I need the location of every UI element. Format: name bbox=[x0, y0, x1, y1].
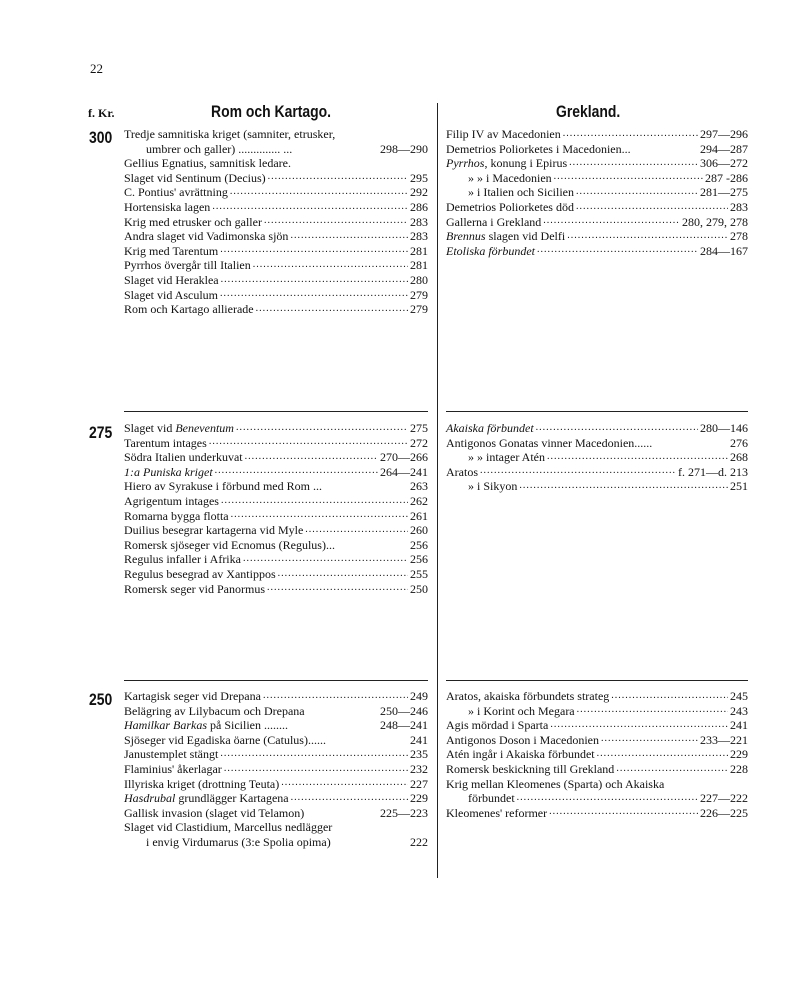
entry-text: Duilius besegrar kartagerna vid Myle bbox=[124, 523, 304, 538]
leader-dots bbox=[601, 733, 698, 748]
timeline-entry bbox=[124, 185, 428, 200]
timeline-entry bbox=[446, 200, 748, 215]
leader-dots bbox=[209, 436, 408, 451]
entry-text: Krig mellan Kleomenes (Sparta) och Akaiska bbox=[446, 776, 665, 791]
entry-year: 264—241 bbox=[380, 464, 428, 479]
leader-dots bbox=[324, 479, 408, 494]
leader-dots bbox=[290, 718, 378, 733]
entry-text: Kleomenes' reformer bbox=[446, 805, 548, 820]
entry-text: Tredje samnitiska kriget (samniter, etrusker, bbox=[124, 127, 336, 141]
timeline-entry bbox=[124, 567, 428, 582]
timeline-entry bbox=[446, 704, 748, 719]
entry-year: 276 bbox=[730, 435, 748, 450]
year-marker-275: 275 bbox=[89, 423, 113, 442]
entry-text: Hiero av Syrakuse i förbund med Rom ... bbox=[124, 479, 322, 494]
timeline-entry bbox=[446, 450, 748, 465]
timeline-entry bbox=[124, 733, 428, 748]
entry-text: förbundet bbox=[468, 791, 515, 806]
entry-year: 245 bbox=[730, 689, 748, 703]
leader-dots bbox=[264, 215, 408, 230]
entry-text: » i Korint och Megara bbox=[468, 703, 575, 718]
leader-dots bbox=[221, 494, 408, 509]
leader-dots bbox=[334, 820, 426, 835]
leader-dots bbox=[215, 465, 378, 480]
timeline-entry bbox=[124, 273, 428, 288]
entry-year: 233—221 bbox=[700, 732, 748, 747]
entry-year: 297—296 bbox=[700, 127, 748, 141]
entry-year: 251 bbox=[730, 479, 748, 494]
leader-dots bbox=[480, 465, 676, 480]
timeline-entry bbox=[446, 185, 748, 200]
entry-text: Södra Italien underkuvat bbox=[124, 450, 243, 465]
timeline-entry bbox=[124, 835, 428, 850]
timeline-entry bbox=[124, 820, 428, 835]
entry-year: 275 bbox=[410, 421, 428, 435]
entry-year: 241 bbox=[730, 718, 748, 733]
leader-dots bbox=[220, 747, 408, 762]
timeline-entry bbox=[124, 806, 428, 821]
entry-year: 268 bbox=[730, 450, 748, 465]
entry-text: Illyriska kriget (drottning Teuta) bbox=[124, 776, 280, 791]
entry-text: Slaget vid Heraklea bbox=[124, 272, 219, 287]
section-300-left bbox=[124, 127, 428, 317]
timeline-entry bbox=[124, 582, 428, 597]
leader-dots bbox=[293, 156, 426, 171]
leader-dots bbox=[563, 127, 698, 142]
entry-text: Romarna bygga flotta bbox=[124, 508, 229, 523]
page-number: 22 bbox=[90, 61, 103, 76]
leader-dots bbox=[294, 142, 378, 157]
entry-text: Pyrrhos, konung i Epirus bbox=[446, 156, 568, 171]
entry-text: » » i Macedonien bbox=[468, 170, 552, 185]
timeline-entry bbox=[124, 142, 428, 157]
leader-dots bbox=[291, 791, 408, 806]
leader-dots bbox=[305, 523, 408, 538]
section-250-right bbox=[446, 689, 748, 820]
leader-dots bbox=[267, 582, 408, 597]
timeline-entry bbox=[124, 450, 428, 465]
section-divider-right-275 bbox=[446, 411, 748, 412]
leader-dots bbox=[221, 273, 408, 288]
entry-text: Sjöseger vid Egadiska öarne (Catulus)...... bbox=[124, 732, 326, 747]
year-marker-300: 300 bbox=[89, 128, 113, 147]
leader-dots bbox=[550, 718, 728, 733]
leader-dots bbox=[278, 567, 408, 582]
leader-dots bbox=[212, 200, 408, 215]
timeline-entry bbox=[124, 215, 428, 230]
entry-text: Regulus infaller i Afrika bbox=[124, 552, 241, 567]
section-divider-left-275 bbox=[124, 411, 428, 412]
entry-year: 280 bbox=[410, 272, 428, 287]
entry-year: 260 bbox=[410, 523, 428, 538]
timeline-entry bbox=[446, 142, 748, 157]
entry-year: 272 bbox=[410, 435, 428, 450]
entry-text: Demetrios Poliorketes död bbox=[446, 199, 574, 214]
entry-year: 283 bbox=[410, 229, 428, 244]
leader-dots bbox=[547, 450, 728, 465]
entry-text: » » intager Atén bbox=[468, 450, 545, 465]
entry-text: Atén ingår i Akaiska förbundet bbox=[446, 747, 595, 762]
timeline-entry bbox=[124, 465, 428, 480]
entry-text: Gellius Egnatius, samnitisk ledare. bbox=[124, 156, 291, 171]
entry-year: 256 bbox=[410, 537, 428, 552]
entry-year: 261 bbox=[410, 508, 428, 523]
entry-text: Aratos bbox=[446, 464, 478, 479]
leader-dots bbox=[554, 171, 703, 186]
timeline-entry bbox=[446, 465, 748, 480]
entry-year: 232 bbox=[410, 761, 428, 776]
timeline-entry bbox=[446, 747, 748, 762]
entry-text: Kartagisk seger vid Drepana bbox=[124, 689, 261, 703]
entry-text: Demetrios Poliorketes i Macedonien... bbox=[446, 141, 631, 156]
entry-year: 280, 279, 278 bbox=[682, 214, 748, 229]
timeline-entry bbox=[124, 258, 428, 273]
leader-dots bbox=[537, 244, 698, 259]
timeline-entry bbox=[446, 156, 748, 171]
leader-dots bbox=[666, 777, 746, 792]
entry-text: Krig med Tarentum bbox=[124, 243, 219, 258]
timeline-entry bbox=[124, 523, 428, 538]
leader-dots bbox=[220, 288, 408, 303]
entry-year: 228 bbox=[730, 761, 748, 776]
entry-text: Agis mördad i Sparta bbox=[446, 718, 549, 733]
heading-rom-och-kartago: Rom och Kartago. bbox=[211, 102, 332, 121]
entry-year: 226—225 bbox=[700, 805, 748, 820]
timeline-entry bbox=[446, 421, 748, 436]
timeline-entry bbox=[446, 806, 748, 821]
entry-text: Andra slaget vid Vadimonska sjön bbox=[124, 229, 289, 244]
leader-dots bbox=[517, 791, 698, 806]
timeline-entry bbox=[446, 127, 748, 142]
entry-text: Antigonos Doson i Macedonien bbox=[446, 732, 599, 747]
section-divider-right-250 bbox=[446, 680, 748, 681]
entry-text: Etoliska förbundet bbox=[446, 243, 535, 258]
entry-text: umbrer och galler) .............. ... bbox=[146, 141, 293, 156]
entry-year: 262 bbox=[410, 493, 428, 508]
timeline-entry bbox=[124, 229, 428, 244]
entry-year: 284—167 bbox=[700, 243, 748, 258]
entry-year: 294—287 bbox=[700, 141, 748, 156]
entry-text: Romersk seger vid Panormus bbox=[124, 581, 265, 596]
entry-text: Hasdrubal grundlägger Kartagena bbox=[124, 791, 289, 806]
entry-text: Belägring av Lilybacum och Drepana bbox=[124, 703, 305, 718]
entry-text: Krig med etrusker och galler bbox=[124, 214, 262, 229]
leader-dots bbox=[543, 215, 680, 230]
leader-dots bbox=[256, 302, 408, 317]
timeline-entry bbox=[446, 777, 748, 792]
timeline-entry bbox=[124, 762, 428, 777]
timeline-entry bbox=[124, 704, 428, 719]
entry-text: Akaiska förbundet bbox=[446, 421, 534, 435]
entry-text: Hamilkar Barkas på Sicilien ........ bbox=[124, 718, 288, 733]
leader-dots bbox=[337, 127, 426, 142]
entry-text: Gallisk invasion (slaget vid Telamon) bbox=[124, 805, 305, 820]
leader-dots bbox=[654, 436, 728, 451]
timeline-entry bbox=[446, 479, 748, 494]
section-300-right bbox=[446, 127, 748, 258]
entry-year: 281—275 bbox=[700, 185, 748, 200]
timeline-entry bbox=[446, 244, 748, 259]
entry-text: i envig Virdumarus (3:e Spolia opima) bbox=[146, 834, 331, 849]
entry-year: 279 bbox=[410, 287, 428, 302]
leader-dots bbox=[576, 200, 728, 215]
timeline-entry bbox=[124, 494, 428, 509]
timeline-entry bbox=[124, 127, 428, 142]
timeline-entry bbox=[124, 156, 428, 171]
entry-year: 250 bbox=[410, 581, 428, 596]
entry-text: » i Sikyon bbox=[468, 479, 518, 494]
timeline-entry bbox=[124, 479, 428, 494]
timeline-entry bbox=[124, 509, 428, 524]
entry-year: 227—222 bbox=[700, 791, 748, 806]
timeline-entry bbox=[124, 302, 428, 317]
timeline-entry bbox=[124, 171, 428, 186]
leader-dots bbox=[243, 552, 408, 567]
entry-year: 229 bbox=[410, 791, 428, 806]
section-250-left bbox=[124, 689, 428, 850]
timeline-entry bbox=[124, 200, 428, 215]
section-275-right bbox=[446, 421, 748, 494]
leader-dots bbox=[231, 509, 408, 524]
timeline-entry bbox=[124, 791, 428, 806]
timeline-entry bbox=[124, 421, 428, 436]
timeline-entry bbox=[124, 538, 428, 553]
timeline-entry bbox=[446, 791, 748, 806]
entry-year: 281 bbox=[410, 243, 428, 258]
leader-dots bbox=[577, 704, 728, 719]
leader-dots bbox=[306, 806, 378, 821]
entry-year: 222 bbox=[410, 834, 428, 849]
entry-year: 278 bbox=[730, 229, 748, 244]
column-divider bbox=[437, 103, 438, 878]
leader-dots bbox=[220, 244, 408, 259]
entry-year: 283 bbox=[730, 199, 748, 214]
timeline-entry bbox=[446, 436, 748, 451]
entry-text: Romersk beskickning till Grekland bbox=[446, 761, 615, 776]
timeline-entry bbox=[124, 552, 428, 567]
entry-year: 279 bbox=[410, 302, 428, 317]
entry-year: 292 bbox=[410, 185, 428, 200]
leader-dots bbox=[576, 185, 698, 200]
timeline-entry bbox=[446, 229, 748, 244]
entry-year: 283 bbox=[410, 214, 428, 229]
entry-year: 255 bbox=[410, 566, 428, 581]
timeline-entry bbox=[446, 762, 748, 777]
year-column-label: f. Kr. bbox=[88, 106, 115, 120]
section-275-left bbox=[124, 421, 428, 596]
entry-text: Slaget vid Sentinum (Decius) bbox=[124, 170, 266, 185]
timeline-entry bbox=[124, 718, 428, 733]
entry-year: 229 bbox=[730, 747, 748, 762]
leader-dots bbox=[567, 229, 728, 244]
entry-year: 287 -286 bbox=[705, 170, 748, 185]
leader-dots bbox=[281, 777, 408, 792]
entry-text: Slaget vid Clastidium, Marcellus nedlägger bbox=[124, 820, 333, 835]
entry-year: 241 bbox=[410, 732, 428, 747]
leader-dots bbox=[519, 479, 728, 494]
timeline-entry bbox=[124, 689, 428, 704]
entry-text: » i Italien och Sicilien bbox=[468, 185, 574, 200]
entry-year: 235 bbox=[410, 747, 428, 762]
leader-dots bbox=[616, 762, 728, 777]
leader-dots bbox=[268, 171, 408, 186]
entry-text: Brennus slagen vid Delfi bbox=[446, 229, 566, 244]
leader-dots bbox=[597, 747, 728, 762]
timeline-entry bbox=[446, 171, 748, 186]
leader-dots bbox=[569, 156, 698, 171]
entry-year: 248—241 bbox=[380, 718, 428, 733]
leader-dots bbox=[224, 762, 408, 777]
leader-dots bbox=[536, 421, 698, 436]
entry-text: Slaget vid Beneventum bbox=[124, 421, 234, 435]
entry-text: Romersk sjöseger vid Ecnomus (Regulus)... bbox=[124, 537, 335, 552]
section-divider-left-250 bbox=[124, 680, 428, 681]
entry-text: Gallerna i Grekland bbox=[446, 214, 542, 229]
entry-year: f. 271—d. 213 bbox=[678, 464, 748, 479]
timeline-entry bbox=[124, 436, 428, 451]
entry-year: 298—290 bbox=[380, 141, 428, 156]
timeline-entry bbox=[446, 215, 748, 230]
timeline-entry bbox=[124, 777, 428, 792]
leader-dots bbox=[307, 704, 378, 719]
entry-year: 270—266 bbox=[380, 450, 428, 465]
leader-dots bbox=[337, 538, 408, 553]
entry-year: 250—246 bbox=[380, 703, 428, 718]
entry-text: Aratos, akaiska förbundets strateg bbox=[446, 689, 610, 703]
entry-year: 286 bbox=[410, 199, 428, 214]
entry-text: Slaget vid Asculum bbox=[124, 287, 218, 302]
leader-dots bbox=[263, 689, 408, 704]
leader-dots bbox=[253, 258, 408, 273]
entry-year: 263 bbox=[410, 479, 428, 494]
entry-text: Agrigentum intages bbox=[124, 493, 219, 508]
entry-text: Filip IV av Macedonien bbox=[446, 127, 561, 141]
entry-year: 225—223 bbox=[380, 805, 428, 820]
timeline-entry bbox=[124, 288, 428, 303]
heading-grekland: Grekland. bbox=[556, 102, 621, 121]
leader-dots bbox=[290, 229, 408, 244]
leader-dots bbox=[328, 733, 408, 748]
entry-text: Tarentum intages bbox=[124, 435, 207, 450]
timeline-entry bbox=[446, 718, 748, 733]
entry-text: Janustemplet stängt bbox=[124, 747, 219, 762]
leader-dots bbox=[549, 806, 698, 821]
entry-year: 281 bbox=[410, 258, 428, 273]
entry-text: Antigonos Gonatas vinner Macedonien...... bbox=[446, 435, 653, 450]
leader-dots bbox=[230, 185, 408, 200]
entry-text: Pyrrhos övergår till Italien bbox=[124, 258, 251, 273]
timeline-entry bbox=[124, 747, 428, 762]
entry-year: 249 bbox=[410, 689, 428, 703]
entry-year: 256 bbox=[410, 552, 428, 567]
entry-year: 227 bbox=[410, 776, 428, 791]
entry-text: 1:a Puniska kriget bbox=[124, 464, 213, 479]
entry-text: Flaminius' åkerlagar bbox=[124, 761, 222, 776]
leader-dots bbox=[245, 450, 378, 465]
leader-dots bbox=[611, 689, 728, 704]
timeline-entry bbox=[446, 733, 748, 748]
timeline-entry bbox=[124, 244, 428, 259]
entry-text: Regulus besegrad av Xantippos bbox=[124, 566, 276, 581]
entry-year: 280—146 bbox=[700, 421, 748, 435]
timeline-entry bbox=[446, 689, 748, 704]
entry-year: 295 bbox=[410, 170, 428, 185]
entry-text: Hortensiska lagen bbox=[124, 199, 211, 214]
entry-text: Rom och Kartago allierade bbox=[124, 302, 254, 317]
year-marker-250: 250 bbox=[89, 690, 113, 709]
leader-dots bbox=[236, 421, 408, 436]
leader-dots bbox=[633, 142, 698, 157]
leader-dots bbox=[333, 835, 408, 850]
entry-year: 306—272 bbox=[700, 156, 748, 171]
entry-text: C. Pontius' avrättning bbox=[124, 185, 228, 200]
entry-year: 243 bbox=[730, 703, 748, 718]
